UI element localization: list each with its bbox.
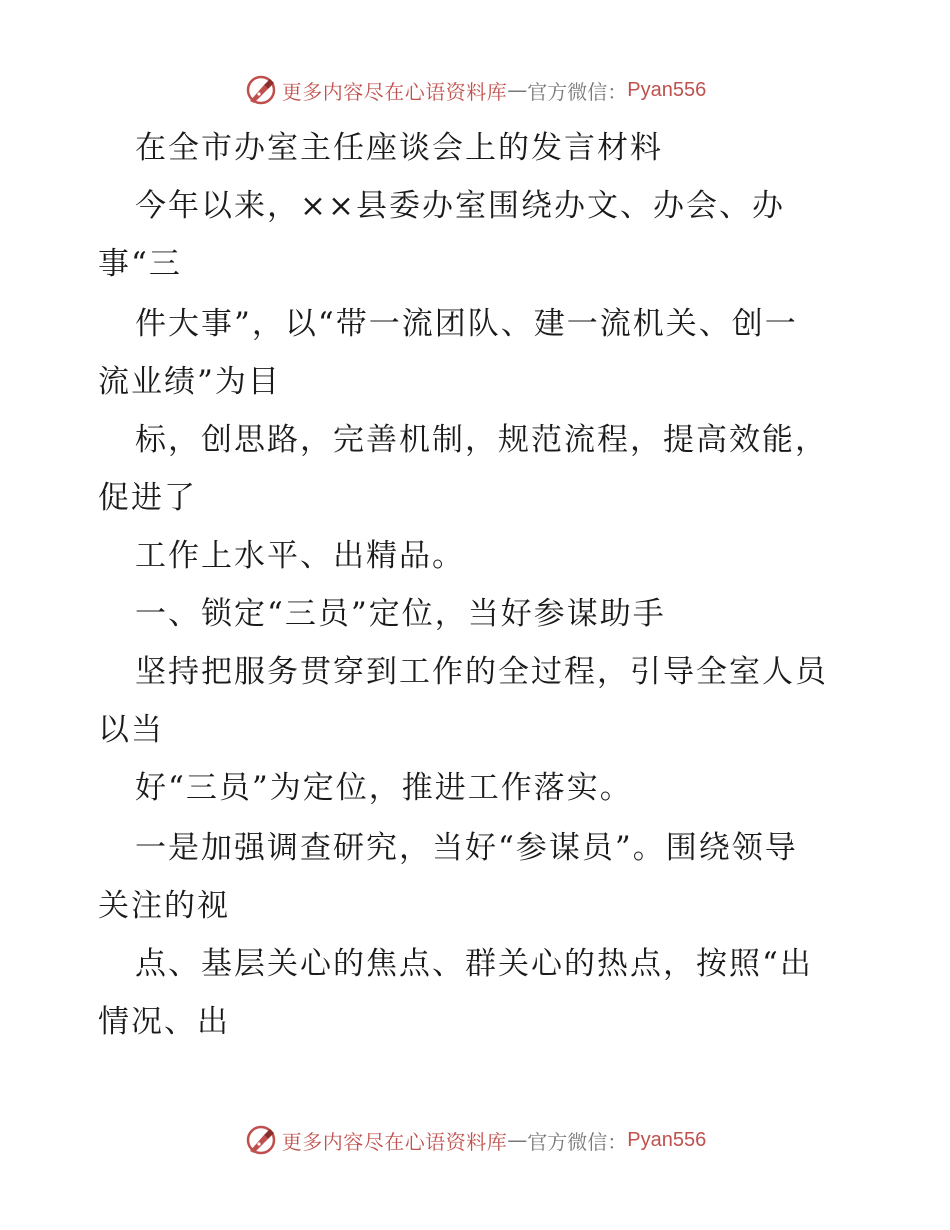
footer-watermark — [0, 1120, 950, 1160]
watermark-brand-text: 更多内容尽在心语资料库 — [281, 1129, 508, 1154]
watermark-wechat-id: Pyan556 — [627, 78, 707, 101]
paragraph-line: 关注的视 — [98, 888, 230, 924]
watermark-separator: — — [507, 78, 528, 102]
pen-nib-logo-icon — [244, 1123, 278, 1157]
paragraph-line: 件大事”，以“带一流团队、建一流机关、创一 — [135, 306, 798, 342]
paragraph-line: 一是加强调查研究，当好“参谋员”。围绕领导 — [135, 830, 798, 866]
paragraph-line: 事“三 — [98, 246, 182, 282]
watermark-brand-text: 更多内容尽在心语资料库 — [281, 79, 508, 104]
paragraph-line: 点、基层关心的焦点、群关心的热点，按照“出 — [135, 946, 813, 982]
document-title: 在全市办室主任座谈会上的发言材料 — [135, 130, 663, 166]
paragraph-line: 情况、出 — [98, 1004, 230, 1040]
paragraph-line: 坚持把服务贯穿到工作的全过程，引导全室人员 — [135, 654, 828, 690]
watermark-wechat-id: Pyan556 — [627, 1128, 707, 1151]
watermark-separator: — — [507, 1128, 528, 1152]
paragraph-line: 今年以来，××县委办室围绕办文、办会、办 — [135, 188, 785, 224]
header-watermark — [0, 70, 950, 110]
paragraph-line: 以当 — [98, 712, 164, 748]
paragraph-line: 流业绩”为目 — [98, 364, 281, 400]
paragraph-line: 标，创思路，完善机制，规范流程，提高效能， — [135, 422, 828, 458]
paragraph-line: 促进了 — [98, 480, 197, 516]
paragraph-line: 工作上水平、出精品。 — [135, 538, 465, 574]
pen-nib-logo-icon — [244, 73, 278, 107]
watermark-wechat-label: 官方微信： — [527, 1129, 628, 1154]
paragraph-line: 好“三员”为定位，推进工作落实。 — [135, 770, 633, 806]
watermark-wechat-label: 官方微信： — [527, 79, 628, 104]
section-heading: 一、锁定“三员”定位，当好参谋助手 — [135, 596, 666, 632]
